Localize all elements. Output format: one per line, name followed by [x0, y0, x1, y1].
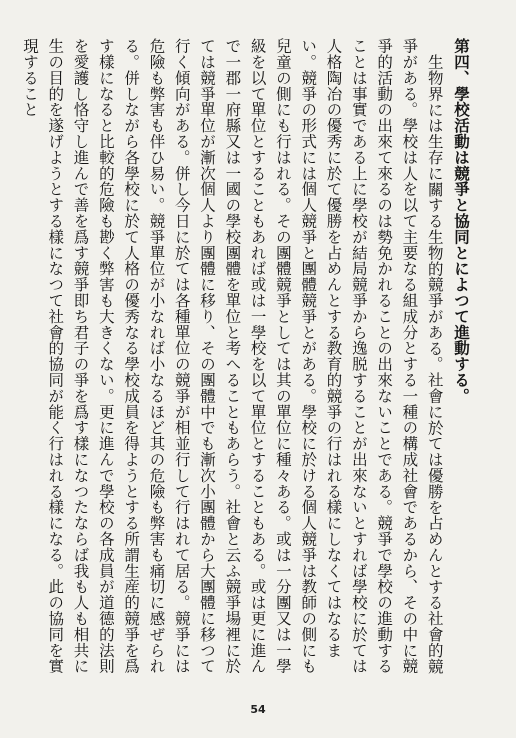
page-number: 54 [250, 703, 266, 716]
body-paragraph: 生物界には生存に關する生物的競爭がある。社會に於ては優勝を占めんとする社會的競爭がある。學校は人を以て主要なる組成分とする一種の構成社會であるから、その中に競爭的活動の出來て來るのは勢免かれることの出來ないことである。競爭で學校の進動することは事實である上に學校が結局競爭から逸脱することが出來ないとすれば學校に於ては人格陶冶の優秀に於て優勝を占めんとする教育的競爭の行はれる樣にしなくてはなるまい。競爭の形式には個人競爭と團體競爭とがある。學校に於ける個人競爭は教師の側にも兒童の側にも行はれる。その團體競爭としては其の單位に種々ある。或は一分團又は一學級を以て單位とすることもあれば或は一學校を以て單位とすることもある。或は更に進んで一郡一府縣又は一國の學校團體を單位と考へることもあらう。社會と云ふ競爭場裡に於ては競爭單位が漸次個人より團體に移り、その團體中でも漸次小團體から大團體に移つて行く傾向がある。併し今日に於ては各種單位の競爭が相並行して行はれて居る。競爭には危險も弊害も伴ひ易い。競爭單位が小なれば小なるほど其の危險も弊害も痛切に感ぜられる。併しながら各學校に於て人格の優秀なる學校成員を得ようとする所謂生産的競爭を爲す樣になると比較的危險も尠く弊害も大きくない。更に進んで學校の各成員が道德的法則を愛護し恪守し進んで善を爲す競爭即ち君子の爭を爲す樣になつたならば我も人も相共に生の目的を遂げようとする樣になつて社會的協同が能く行はれる樣になる。此の協同を實現すること [20, 38, 444, 674]
section-heading: 第四、學校活動は競爭と協同とによつて進動する。 [452, 38, 471, 404]
vertical-text-block [20, 38, 474, 678]
